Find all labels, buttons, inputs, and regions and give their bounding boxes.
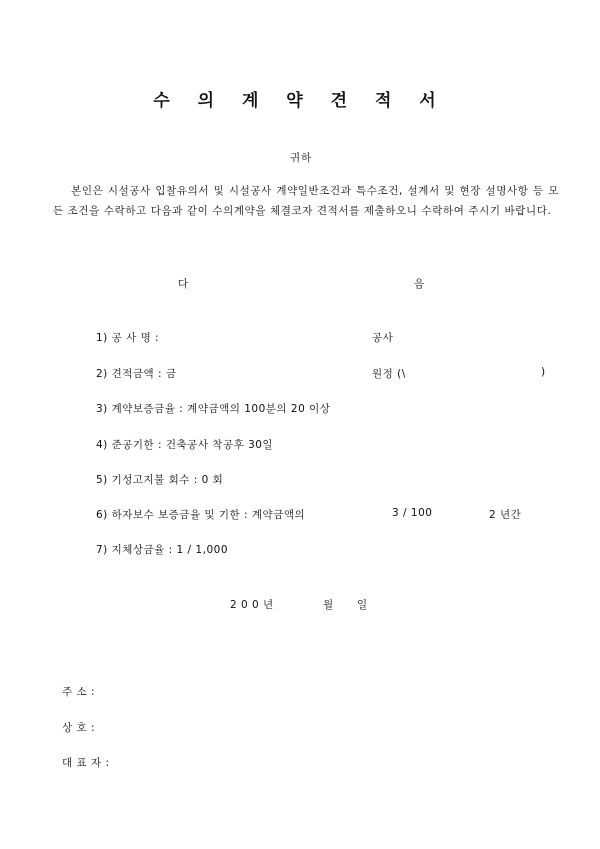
recipient-label: 귀하 [290, 152, 313, 164]
item-delay-penalty-rate: 7) 지체상금율 : 1 / 1,000 [96, 544, 228, 556]
signature-representative: 대 표 자 : [62, 757, 110, 769]
body-text: 본인은 시설공사 입찰유의서 및 시설공사 계약일반조건과 특수조건, 설계서 및 현장 설명사항 등 모든 조건을 수락하고 다음과 같이 수의계약을 체결코자 견적서를 제출하오니 수락하여 주시기 바랍니다. [53, 185, 559, 217]
item-construction-suffix: 공사 [372, 332, 394, 344]
date-month: 월 [323, 599, 334, 611]
signature-address: 주 소 : [62, 686, 95, 698]
notice-left: 다 [178, 278, 189, 290]
item-defect-warranty-period: 2 년간 [489, 509, 522, 521]
item-defect-warranty: 6) 하자보수 보증금율 및 기한 : 계약금액의 [96, 509, 306, 521]
item-construction-name: 1) 공 사 명 : [96, 332, 160, 344]
date-day: 일 [357, 599, 368, 611]
item-estimate-close: ) [541, 366, 546, 378]
signature-company-name: 상 호 : [62, 722, 95, 734]
item-progress-payment-count: 5) 기성고지불 회수 : 0 회 [96, 474, 224, 486]
date-year: 2 0 0 년 [230, 599, 274, 611]
item-contract-deposit-rate: 3) 계약보증금율 : 계약금액의 100분의 20 이상 [96, 403, 331, 415]
document-title: 수 의 계 약 견 적 서 [153, 91, 447, 111]
item-estimate-amount: 2) 견적금액 : 금 [96, 368, 177, 380]
notice-right: 음 [414, 278, 425, 290]
item-estimate-suffix: 원정 (\ [372, 368, 406, 380]
item-completion-deadline: 4) 준공기한 : 건축공사 착공후 30일 [96, 439, 274, 451]
item-defect-warranty-ratio: 3 / 100 [392, 507, 433, 519]
body-paragraph [53, 181, 559, 221]
